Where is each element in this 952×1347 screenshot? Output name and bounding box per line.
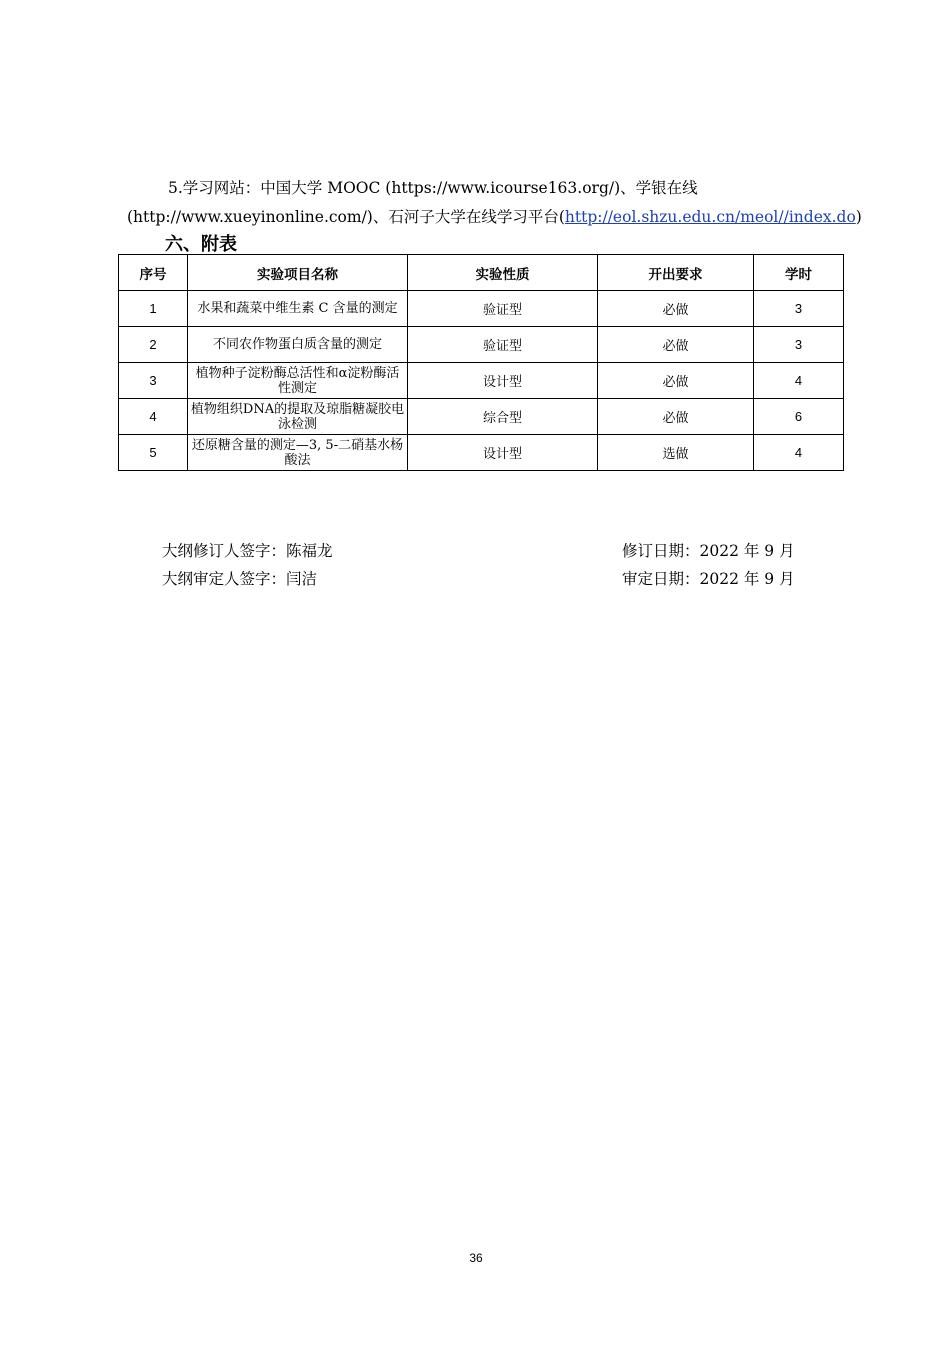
header-no: 序号	[119, 255, 188, 291]
table-row	[119, 435, 844, 471]
page-number: 36	[469, 1251, 483, 1265]
cell-type: 综合型	[408, 399, 598, 435]
table-header-row	[119, 255, 844, 291]
table-row	[119, 363, 844, 399]
cell-no: 5	[119, 435, 188, 471]
cell-name: 不同农作物蛋白质含量的测定	[188, 327, 408, 363]
cell-hours: 3	[754, 327, 844, 363]
cell-name: 水果和蔬菜中维生素 C 含量的测定	[188, 291, 408, 327]
table-row	[119, 291, 844, 327]
resource-line-prefix: (http://www.xueyinonline.com/)、石河子大学在线学习平台(	[127, 208, 565, 226]
platform-link[interactable]: http://eol.shzu.edu.cn/meol//index.do	[564, 208, 856, 226]
cell-type: 验证型	[408, 327, 598, 363]
table-row	[119, 327, 844, 363]
cell-type: 设计型	[408, 435, 598, 471]
cell-no: 1	[119, 291, 188, 327]
experiment-table	[118, 254, 844, 471]
resource-line-platform	[127, 205, 862, 227]
cell-hours: 4	[754, 363, 844, 399]
approved-date: 审定日期：2022 年 9 月	[622, 570, 795, 588]
resource-line-suffix: )	[855, 208, 862, 226]
header-type: 实验性质	[408, 255, 598, 291]
cell-name: 植物种子淀粉酶总活性和α淀粉酶活性测定	[188, 363, 408, 399]
table-row	[119, 399, 844, 435]
cell-requirement: 必做	[598, 399, 754, 435]
cell-requirement: 必做	[598, 291, 754, 327]
revised-date: 修订日期：2022 年 9 月	[622, 542, 795, 560]
cell-name: 还原糖含量的测定—3, 5-二硝基水杨酸法	[188, 435, 408, 471]
cell-name: 植物组织DNA的提取及琼脂糖凝胶电泳检测	[188, 399, 408, 435]
cell-requirement: 选做	[598, 435, 754, 471]
cell-requirement: 必做	[598, 327, 754, 363]
resource-line-websites: 5.学习网站：中国大学 MOOC (https://www.icourse163.org/)、学银在线	[168, 179, 698, 197]
cell-type: 验证型	[408, 291, 598, 327]
header-name: 实验项目名称	[188, 255, 408, 291]
cell-no: 3	[119, 363, 188, 399]
section-heading: 六、附表	[165, 234, 237, 255]
cell-hours: 6	[754, 399, 844, 435]
cell-no: 4	[119, 399, 188, 435]
cell-hours: 4	[754, 435, 844, 471]
header-hours: 学时	[754, 255, 844, 291]
cell-type: 设计型	[408, 363, 598, 399]
cell-no: 2	[119, 327, 188, 363]
cell-hours: 3	[754, 291, 844, 327]
cell-requirement: 必做	[598, 363, 754, 399]
header-requirement: 开出要求	[598, 255, 754, 291]
reviser-signature: 大纲修订人签字：陈福龙	[162, 542, 333, 560]
approver-signature: 大纲审定人签字：闫洁	[162, 570, 318, 588]
